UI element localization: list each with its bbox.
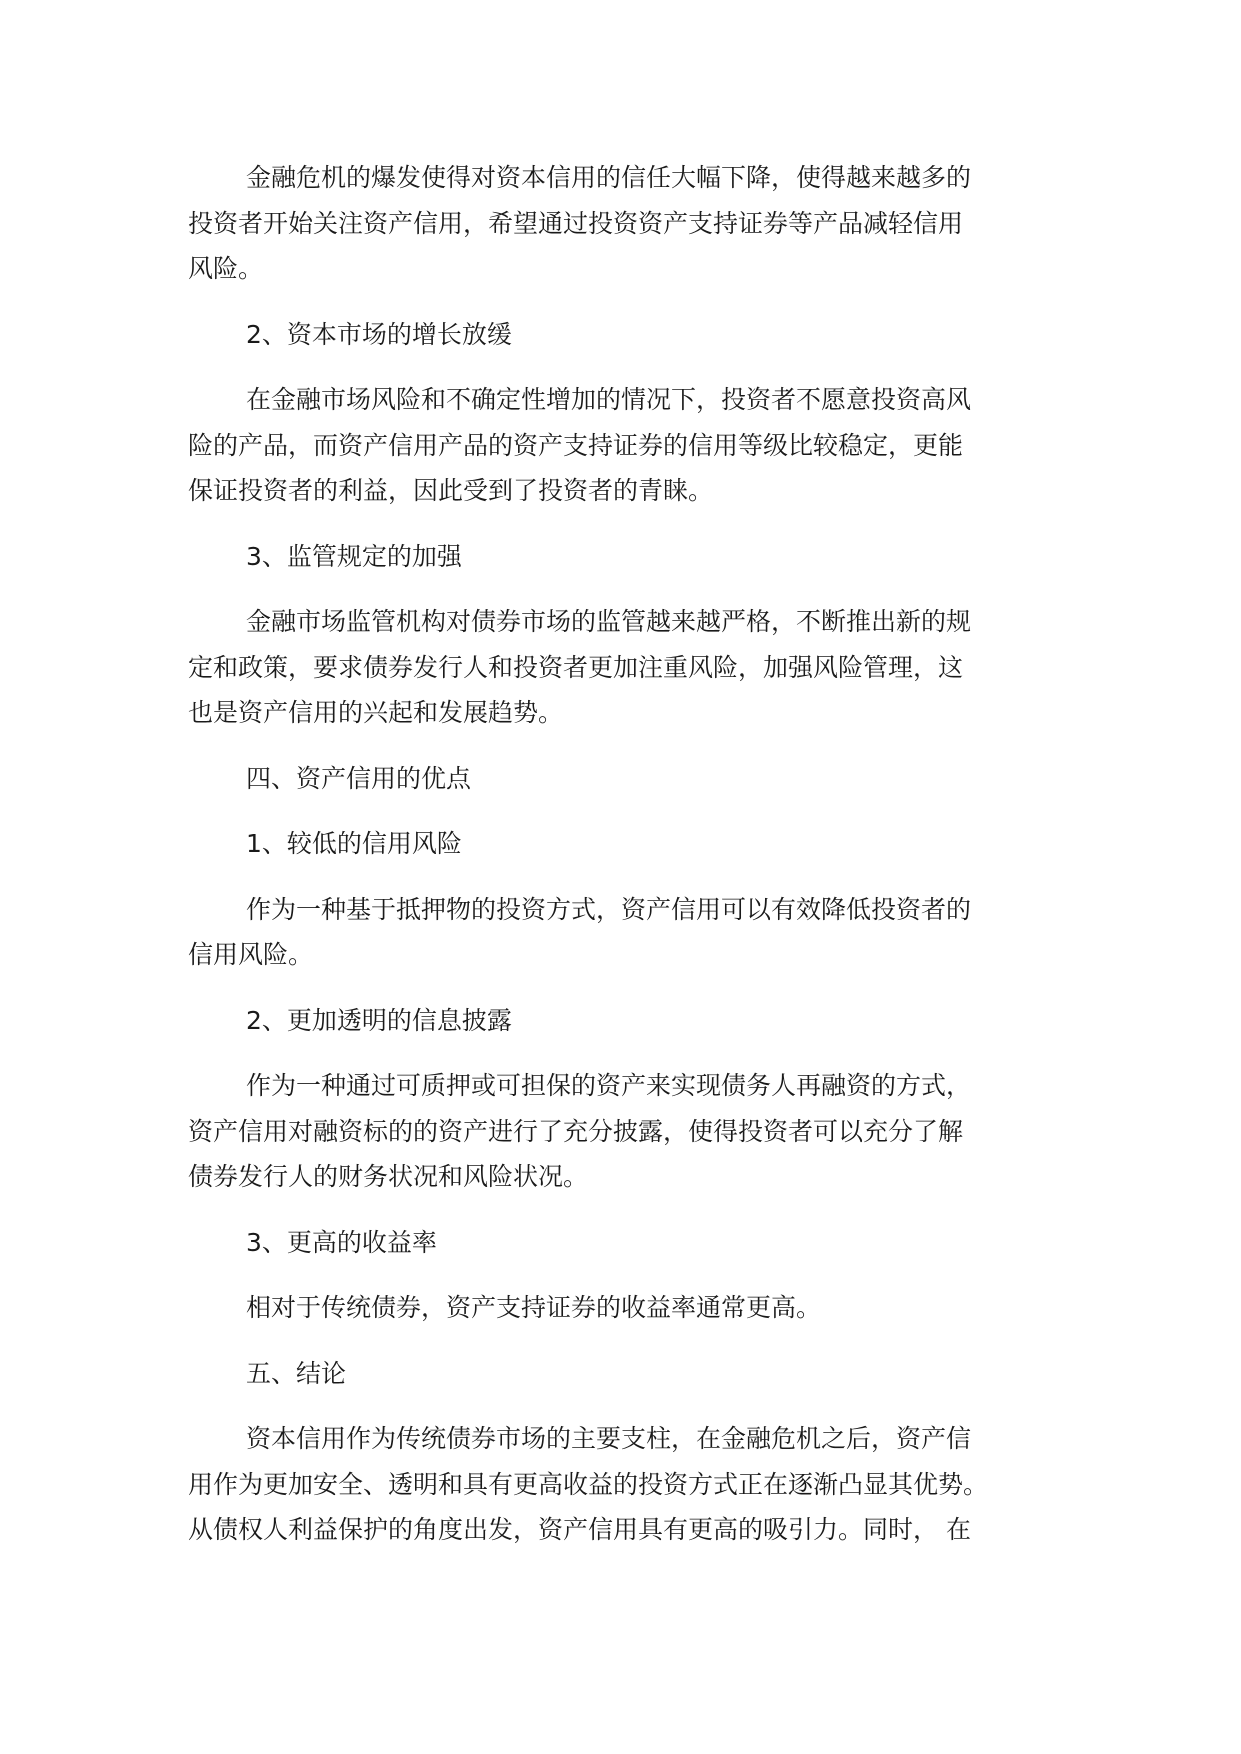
paragraph-line: 用作为更加安全、透明和具有更高收益的投资方式正在逐渐凸显其优势。 <box>188 1469 989 1499</box>
paragraph <box>188 377 1058 514</box>
section-heading: 2、资本市场的增长放缓 <box>246 319 512 349</box>
paragraph-line: 信用风险。 <box>188 940 314 969</box>
section-heading: 1、较低的信用风险 <box>246 829 462 858</box>
section-heading: 3、更高的收益率 <box>246 1227 437 1257</box>
paragraph <box>188 155 1058 292</box>
section-heading: 五、结论 <box>246 1358 347 1388</box>
paragraph-line: 债券发行人的财务状况和风险状况。 <box>188 1162 589 1191</box>
paragraph-line: 也是资产信用的兴起和发展趋势。 <box>188 698 564 727</box>
paragraph-line: 保证投资者的利益，因此受到了投资者的青睐。 <box>188 476 714 505</box>
paragraph-line: 投资者开始关注资产信用，希望通过投资资产支持证券等产品减轻信用 <box>188 208 964 238</box>
paragraph-line: 金融危机的爆发使得对资本信用的信任大幅下降，使得越来越多的 <box>246 163 972 192</box>
paragraph-line: 定和政策，要求债券发行人和投资者更加注重风险，加强风险管理，这 <box>188 652 964 682</box>
section-heading: 四、资产信用的优点 <box>246 763 472 793</box>
paragraph-line: 作为一种基于抵押物的投资方式，资产信用可以有效降低投资者的 <box>246 894 972 924</box>
paragraph-line: 资本信用作为传统债券市场的主要支柱，在金融危机之后，资产信 <box>246 1424 972 1453</box>
section-heading: 2、更加透明的信息披露 <box>246 1005 512 1035</box>
paragraph-line: 在金融市场风险和不确定性增加的情况下，投资者不愿意投资高风 <box>246 385 972 414</box>
paragraph <box>188 1416 1058 1553</box>
section-heading: 3、监管规定的加强 <box>246 541 462 571</box>
document-body <box>188 155 1058 1553</box>
paragraph-line: 金融市场监管机构对债券市场的监管越来越严格，不断推出新的规 <box>246 607 972 636</box>
paragraph <box>188 1285 1058 1331</box>
paragraph-line: 相对于传统债券，资产支持证券的收益率通常更高。 <box>246 1293 822 1322</box>
paragraph <box>188 599 1058 736</box>
paragraph <box>188 887 1058 978</box>
paragraph <box>188 1063 1058 1200</box>
paragraph-line: 资产信用对融资标的的资产进行了充分披露，使得投资者可以充分了解 <box>188 1116 964 1146</box>
paragraph-line: 作为一种通过可质押或可担保的资产来实现债务人再融资的方式， <box>246 1071 972 1100</box>
paragraph-line: 险的产品，而资产信用产品的资产支持证券的信用等级比较稳定，更能 <box>188 430 964 460</box>
paragraph-line: 风险。 <box>188 254 264 283</box>
paragraph-line: 从债权人利益保护的角度出发，资产信用具有更高的吸引力。同时， 在 <box>188 1515 971 1544</box>
